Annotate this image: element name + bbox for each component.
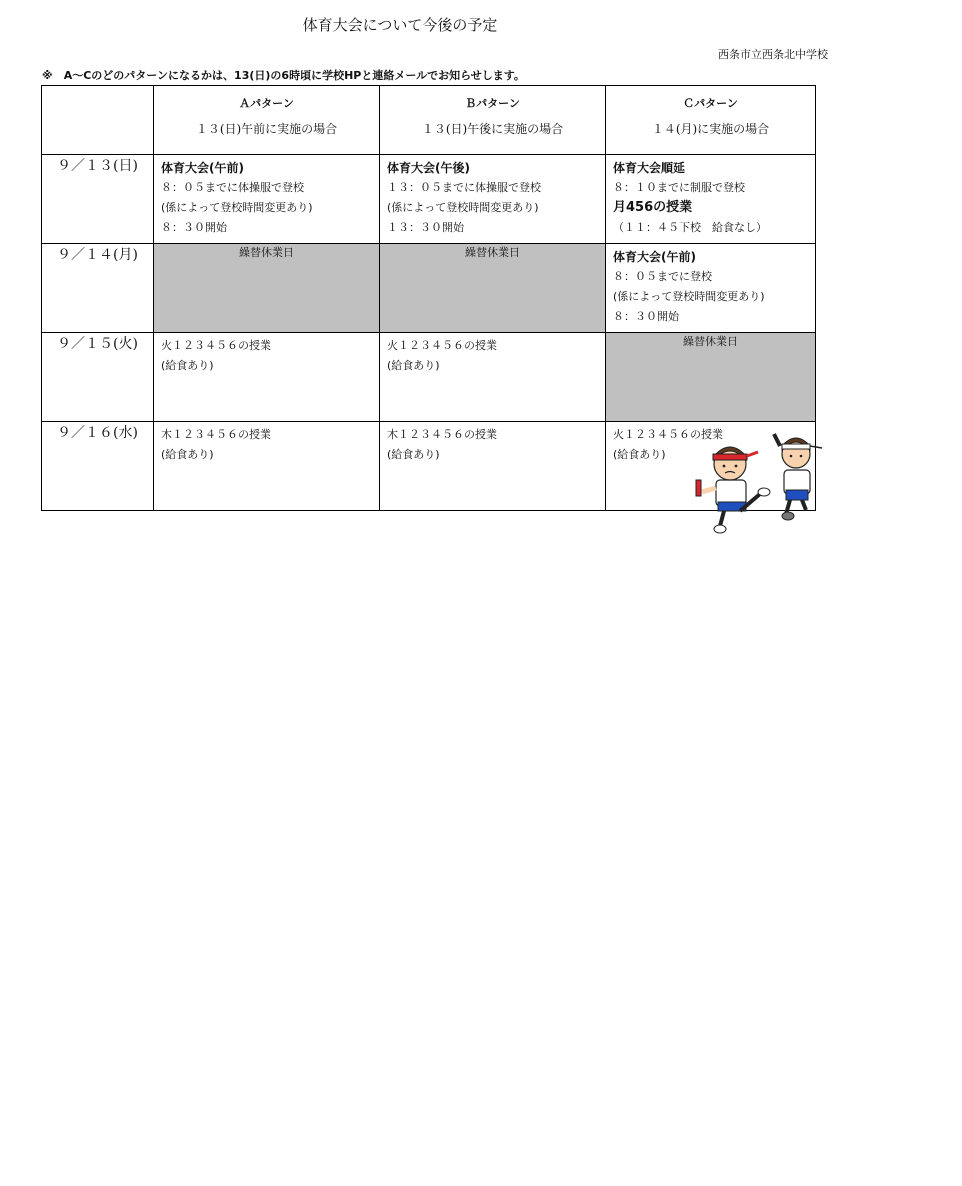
cell-line: 火１２３４５６の授業	[613, 428, 723, 441]
cell-line: ８：３０開始	[161, 221, 227, 234]
cell-line: 火１２３４５６の授業	[161, 339, 271, 352]
cell-line: （１１：４５下校 給食なし）	[613, 221, 767, 234]
holiday-cell: 繰替休業日	[380, 244, 606, 333]
cell-line: (給食あり)	[161, 448, 214, 461]
table-row	[42, 155, 816, 244]
holiday-cell: 繰替休業日	[154, 244, 380, 333]
cell-title: 体育大会(午後)	[387, 161, 470, 175]
cell-line: (給食あり)	[613, 448, 666, 461]
cell-line: (係によって登校時間変更あり)	[613, 290, 765, 303]
cell-line: ８：０５までに体操服で登校	[161, 181, 304, 194]
cell-line: ８：１０までに制服で登校	[613, 181, 745, 194]
table-row	[42, 333, 816, 422]
cell-title: 体育大会(午前)	[161, 161, 244, 175]
cell-line: (係によって登校時間変更あり)	[161, 201, 313, 214]
pattern-label: Ｃパターン	[683, 97, 738, 110]
runner-icon	[696, 447, 770, 533]
cell-line: (給食あり)	[161, 359, 214, 372]
runner-icon	[774, 434, 822, 520]
schedule-cell	[606, 244, 816, 333]
schedule-cell	[154, 422, 380, 511]
schedule-cell	[380, 155, 606, 244]
notice-text: ※ A～Cのどのパターンになるかは、13(日)の6時頃に学校HPと連絡メールでお知らせします。	[42, 69, 525, 82]
cell-line: (給食あり)	[387, 359, 440, 372]
corner-cell	[42, 86, 154, 155]
cell-line: １３：０５までに体操服で登校	[387, 181, 541, 194]
schedule-cell	[380, 422, 606, 511]
cell-line: ８：０５までに登校	[613, 270, 712, 283]
table-row	[42, 244, 816, 333]
schedule-cell	[154, 155, 380, 244]
pattern-condition: １３(日)午後に実施の場合	[421, 122, 564, 136]
cell-title: 体育大会順延	[613, 161, 686, 175]
cell-title: 体育大会(午前)	[613, 250, 696, 264]
school-name: 西条市立西条北中学校	[718, 48, 828, 61]
pattern-condition: １４(月)に実施の場合	[651, 122, 770, 136]
column-header-a	[154, 86, 380, 155]
page-title: 体育大会について今後の予定	[302, 16, 498, 34]
pattern-label: Ａパターン	[239, 97, 294, 110]
pattern-label: Ｂパターン	[465, 97, 520, 110]
schedule-cell	[380, 333, 606, 422]
cell-line: １３：３０開始	[387, 221, 464, 234]
relay-runners-illustration	[694, 428, 834, 534]
cell-line: (給食あり)	[387, 448, 440, 461]
cell-line: ８：３０開始	[613, 310, 679, 323]
column-header-b	[380, 86, 606, 155]
header-row	[42, 86, 816, 155]
date-cell: ９／１４(月)	[42, 244, 154, 333]
holiday-cell: 繰替休業日	[606, 333, 816, 422]
pattern-condition: １３(日)午前に実施の場合	[195, 122, 338, 136]
schedule-cell	[606, 155, 816, 244]
cell-line: (係によって登校時間変更あり)	[387, 201, 539, 214]
cell-line: 木１２３４５６の授業	[387, 428, 497, 441]
date-cell: ９／１６(水)	[42, 422, 154, 511]
date-cell: ９／１３(日)	[42, 155, 154, 244]
cell-line: 木１２３４５６の授業	[161, 428, 271, 441]
date-cell: ９／１５(火)	[42, 333, 154, 422]
column-header-c	[606, 86, 816, 155]
cell-subtitle: 月456の授業	[613, 200, 693, 215]
schedule-cell	[154, 333, 380, 422]
cell-line: 火１２３４５６の授業	[387, 339, 497, 352]
